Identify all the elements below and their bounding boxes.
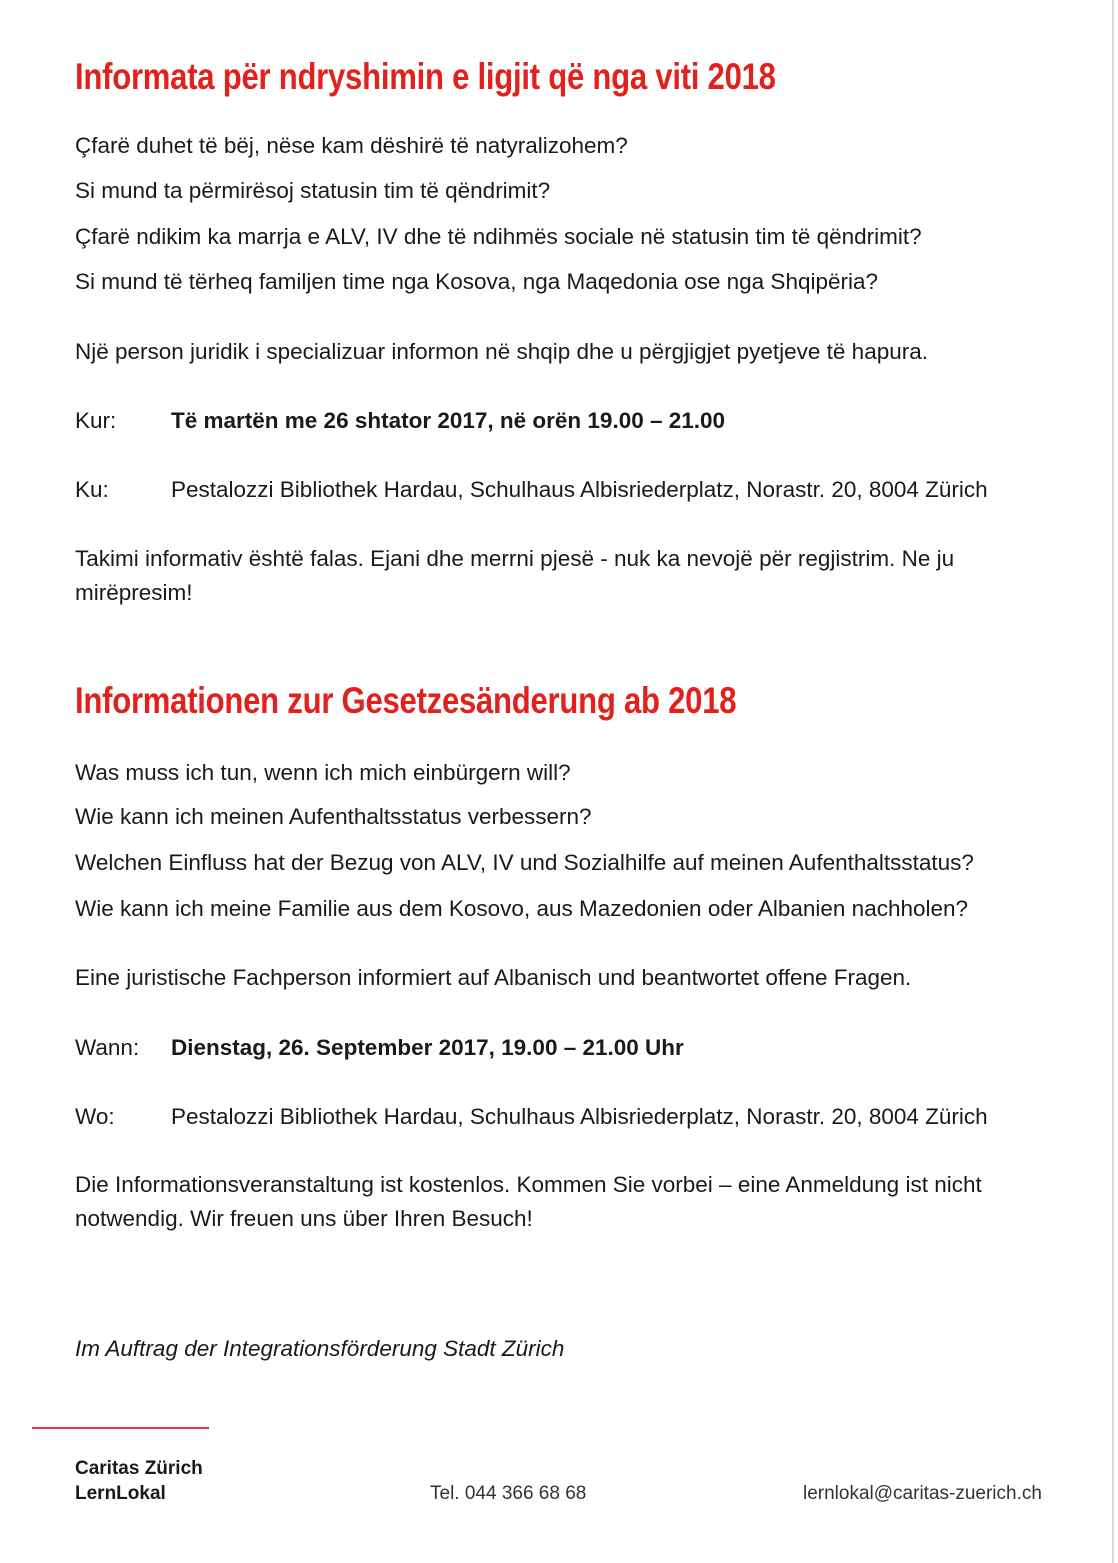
albanian-question: Çfarë duhet të bëj, nëse kam dëshirë të natyralizohem? <box>75 133 628 158</box>
albanian-when-value: Të martën me 26 shtator 2017, në orën 19.00 – 21.00 <box>171 408 726 433</box>
footer-org <box>75 1456 203 1506</box>
footer-phone: Tel. 044 366 68 68 <box>430 1483 587 1504</box>
german-question: Wie kann ich meinen Aufenthaltsstatus verbessern? <box>75 804 592 829</box>
albanian-question: Si mund ta përmirësoj statusin tim të qëndrimit? <box>75 178 551 203</box>
footer-org-name: Caritas Zürich <box>75 1458 203 1479</box>
german-heading: Informationen zur Gesetzesänderung ab 2018 <box>75 680 737 721</box>
german-question: Welchen Einfluss hat der Bezug von ALV, IV und Sozialhilfe auf meinen Aufenthaltsstatus? <box>75 850 974 875</box>
commission-note: Im Auftrag der Integrationsförderung Stadt Zürich <box>75 1336 565 1361</box>
albanian-intro: Një person juridik i specializuar informon në shqip dhe u përgjigjet pyetjeve të hapura. <box>75 339 928 364</box>
german-closing: Die Informationsveranstaltung ist kostenlos. Kommen Sie vorbei – eine Anmeldung ist nicht notwendig. Wir freuen uns über Ihren Besuch! <box>75 1172 982 1231</box>
german-intro: Eine juristische Fachperson informiert auf Albanisch und beantwortet offene Fragen. <box>75 965 912 990</box>
german-where-value: Pestalozzi Bibliothek Hardau, Schulhaus Albisriederplatz, Norastr. 20, 8004 Zürich <box>171 1104 988 1129</box>
albanian-where-label: Ku: <box>75 477 109 502</box>
albanian-question: Si mund të tërheq familjen time nga Kosova, nga Maqedonia ose nga Shqipëria? <box>75 269 879 294</box>
albanian-closing: Takimi informativ është falas. Ejani dhe merrni pjesë - nuk ka nevojë për regjistrim. Ne ju mirëpresim! <box>75 546 955 605</box>
footer-email[interactable]: lernlokal@caritas-zuerich.ch <box>803 1483 1042 1504</box>
albanian-when-label: Kur: <box>75 408 117 433</box>
albanian-heading: Informata për ndryshimin e ligjit që nga viti 2018 <box>75 56 776 97</box>
page-edge <box>1112 0 1114 1563</box>
german-question: Was muss ich tun, wenn ich mich einbürgern will? <box>75 760 571 785</box>
albanian-where-value: Pestalozzi Bibliothek Hardau, Schulhaus Albisriederplatz, Norastr. 20, 8004 Zürich <box>171 477 988 502</box>
german-where-label: Wo: <box>75 1104 115 1129</box>
german-when-value: Dienstag, 26. September 2017, 19.00 – 21.00 Uhr <box>171 1035 684 1060</box>
german-question: Wie kann ich meine Familie aus dem Kosovo, aus Mazedonien oder Albanien nachholen? <box>75 896 969 921</box>
footer-divider <box>32 1427 209 1429</box>
footer-org-unit: LernLokal <box>75 1483 166 1504</box>
german-when-label: Wann: <box>75 1035 140 1060</box>
albanian-question: Çfarë ndikim ka marrja e ALV, IV dhe të ndihmës sociale në statusin tim të qëndrimit? <box>75 224 922 249</box>
